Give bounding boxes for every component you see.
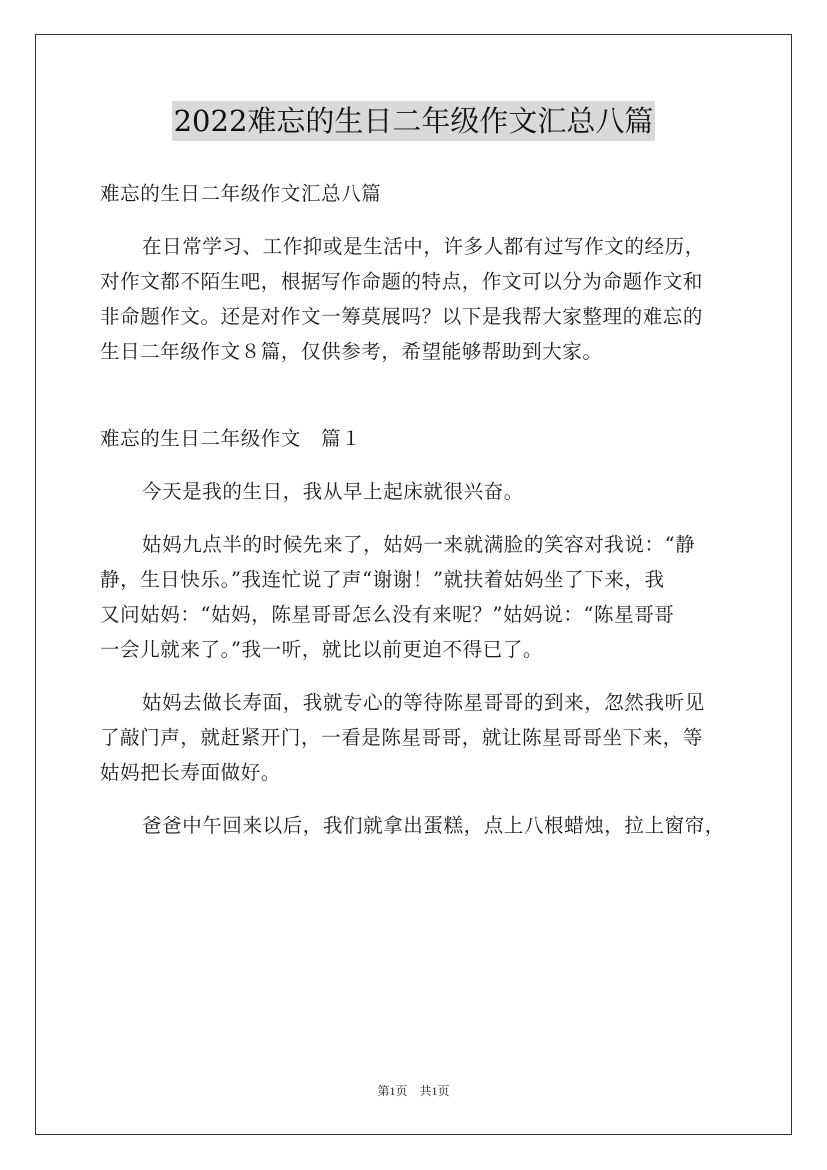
paragraph-line: 爸爸中午回来以后，我们就拿出蛋糕，点上八根蜡烛，拉上窗帘， xyxy=(142,814,725,837)
paragraph-line: 姑妈九点半的时候先来了，姑妈一来就满脸的笑容对我说：“静 xyxy=(142,533,696,556)
document-title-text: 2022难忘的生日二年级作文汇总八篇 xyxy=(172,101,656,141)
paragraph-line: 一会儿就来了。”我一听，就比以前更迫不得已了。 xyxy=(100,638,544,661)
section-heading: 难忘的生日二年级作文 篇１ xyxy=(100,427,362,450)
intro-line: 生日二年级作文８篇，仅供参考，希望能够帮助到大家。 xyxy=(100,340,603,363)
document-body xyxy=(100,176,732,861)
paragraph-line: 姑妈把长寿面做好。 xyxy=(100,761,281,784)
body-paragraph xyxy=(100,474,732,509)
document-subtitle: 难忘的生日二年级作文汇总八篇 xyxy=(100,182,382,205)
body-paragraph xyxy=(100,685,732,790)
paragraph-line: 姑妈去做长寿面，我就专心的等待陈星哥哥的到来，忽然我听见 xyxy=(142,691,705,714)
paragraph-line: 了敲门声，就赶紧开门，一看是陈星哥哥，就让陈星哥哥坐下来，等 xyxy=(100,726,704,749)
body-paragraph xyxy=(100,808,732,843)
document-title xyxy=(0,101,827,141)
paragraph-line: 今天是我的生日，我从早上起床就很兴奋。 xyxy=(142,480,524,503)
intro-line: 对作文都不陌生吧，根据写作命题的特点，作文可以分为命题作文和 xyxy=(100,270,704,293)
paragraph-line: 又问姑妈：“姑妈，陈星哥哥怎么没有来呢？”姑妈说：“陈星哥哥 xyxy=(100,603,675,626)
intro-line: 非命题作文。还是对作文一筹莫展吗？以下是我帮大家整理的难忘的 xyxy=(100,305,704,328)
intro-paragraph xyxy=(100,229,732,369)
page-footer xyxy=(0,1082,827,1099)
body-paragraph xyxy=(100,527,732,667)
intro-line: 在日常学习、工作抑或是生活中，许多人都有过写作文的经历， xyxy=(142,235,705,258)
paragraph-line: 静，生日快乐。”我连忙说了声“谢谢！”就扶着姑妈坐了下来，我 xyxy=(100,568,665,591)
page-number: 第1页 共1页 xyxy=(377,1084,450,1098)
